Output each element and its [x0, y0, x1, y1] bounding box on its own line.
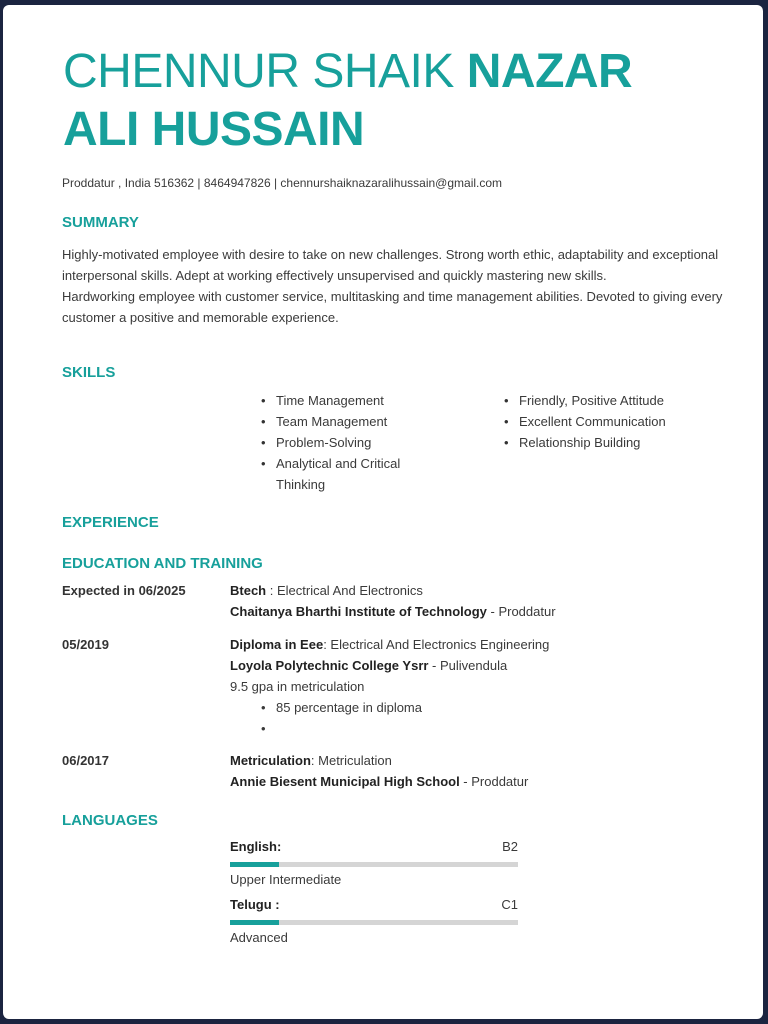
- education-bullet: • 85 percentage in diploma: [276, 697, 730, 718]
- language-description: Upper Intermediate: [230, 872, 342, 887]
- languages-heading: LANGUAGES: [62, 812, 158, 829]
- skill-item: • Team Management: [276, 411, 436, 432]
- language-item: [230, 839, 518, 887]
- skill-item: • Excellent Communication: [519, 411, 739, 432]
- degree-name: Btech: [230, 583, 267, 598]
- degree-field: : Electrical And Electronics: [266, 583, 423, 598]
- summary-paragraph: Hardworking employee with customer service, multitasking and time management abilities. Devoted to giving every customer a positive and memorable experience.: [62, 289, 723, 325]
- skill-item: • Relationship Building: [519, 432, 739, 453]
- skill-item: • Analytical and Critical Thinking: [276, 453, 436, 495]
- degree-field: : Electrical And Electronics Engineering: [323, 637, 550, 652]
- education-note: 9.5 gpa in metriculation: [230, 679, 365, 694]
- school-location: - Proddatur: [486, 604, 556, 619]
- language-name: Telugu :: [230, 897, 280, 912]
- degree-name: Metriculation: [230, 753, 311, 768]
- education-date: 05/2019: [62, 637, 109, 652]
- skills-list-right: [504, 390, 739, 453]
- proficiency-bar-fill: [230, 920, 279, 925]
- language-level: C1: [501, 897, 518, 912]
- language-name: English:: [230, 839, 282, 854]
- school-name: Chaitanya Bharthi Institute of Technology: [230, 604, 487, 619]
- education-date: 06/2017: [62, 753, 109, 768]
- summary-paragraph: Highly-motivated employee with desire to take on new challenges. Strong worth ethic, adaptability and exceptional interpersonal skills. Adept at working effectively unsupervised and quickly mastering new skills.: [62, 247, 719, 283]
- education-bullet: [276, 718, 730, 739]
- degree-field: : Metriculation: [310, 753, 392, 768]
- degree-name: Diploma in Eee: [230, 637, 324, 652]
- language-item: [230, 897, 518, 945]
- skill-item: • Problem-Solving: [276, 432, 436, 453]
- candidate-name: [63, 43, 743, 159]
- name-bold-first: NAZAR: [466, 45, 633, 98]
- education-details: [230, 580, 730, 622]
- skills-list-left: [261, 390, 436, 495]
- education-details: [230, 634, 730, 739]
- contact-info: Proddatur , India 516362 | 8464947826 | chennurshaiknazaralihussain@gmail.com: [62, 176, 503, 190]
- skill-item: • Time Management: [276, 390, 436, 411]
- skills-heading: SKILLS: [62, 364, 116, 381]
- skill-item: • Friendly, Positive Attitude: [519, 390, 739, 411]
- education-heading: EDUCATION AND TRAINING: [62, 555, 263, 572]
- language-description: Advanced: [230, 930, 288, 945]
- school-location: - Pulivendula: [428, 658, 508, 673]
- education-bullets: [230, 697, 730, 739]
- proficiency-bar-fill: [230, 862, 279, 867]
- resume-page: [3, 5, 763, 1019]
- name-bold-second: ALI HUSSAIN: [63, 103, 365, 156]
- school-location: - Proddatur: [459, 774, 529, 789]
- education-date: Expected in 06/2025: [62, 583, 186, 598]
- summary-text: [62, 244, 730, 328]
- education-details: [230, 750, 730, 792]
- school-name: Annie Biesent Municipal High School: [230, 774, 460, 789]
- summary-heading: SUMMARY: [62, 214, 139, 231]
- proficiency-bar: [230, 862, 518, 867]
- proficiency-bar: [230, 920, 518, 925]
- school-name: Loyola Polytechnic College Ysrr: [230, 658, 429, 673]
- language-level: B2: [502, 839, 518, 854]
- experience-heading: EXPERIENCE: [62, 514, 159, 531]
- name-light: CHENNUR SHAIK: [63, 45, 454, 98]
